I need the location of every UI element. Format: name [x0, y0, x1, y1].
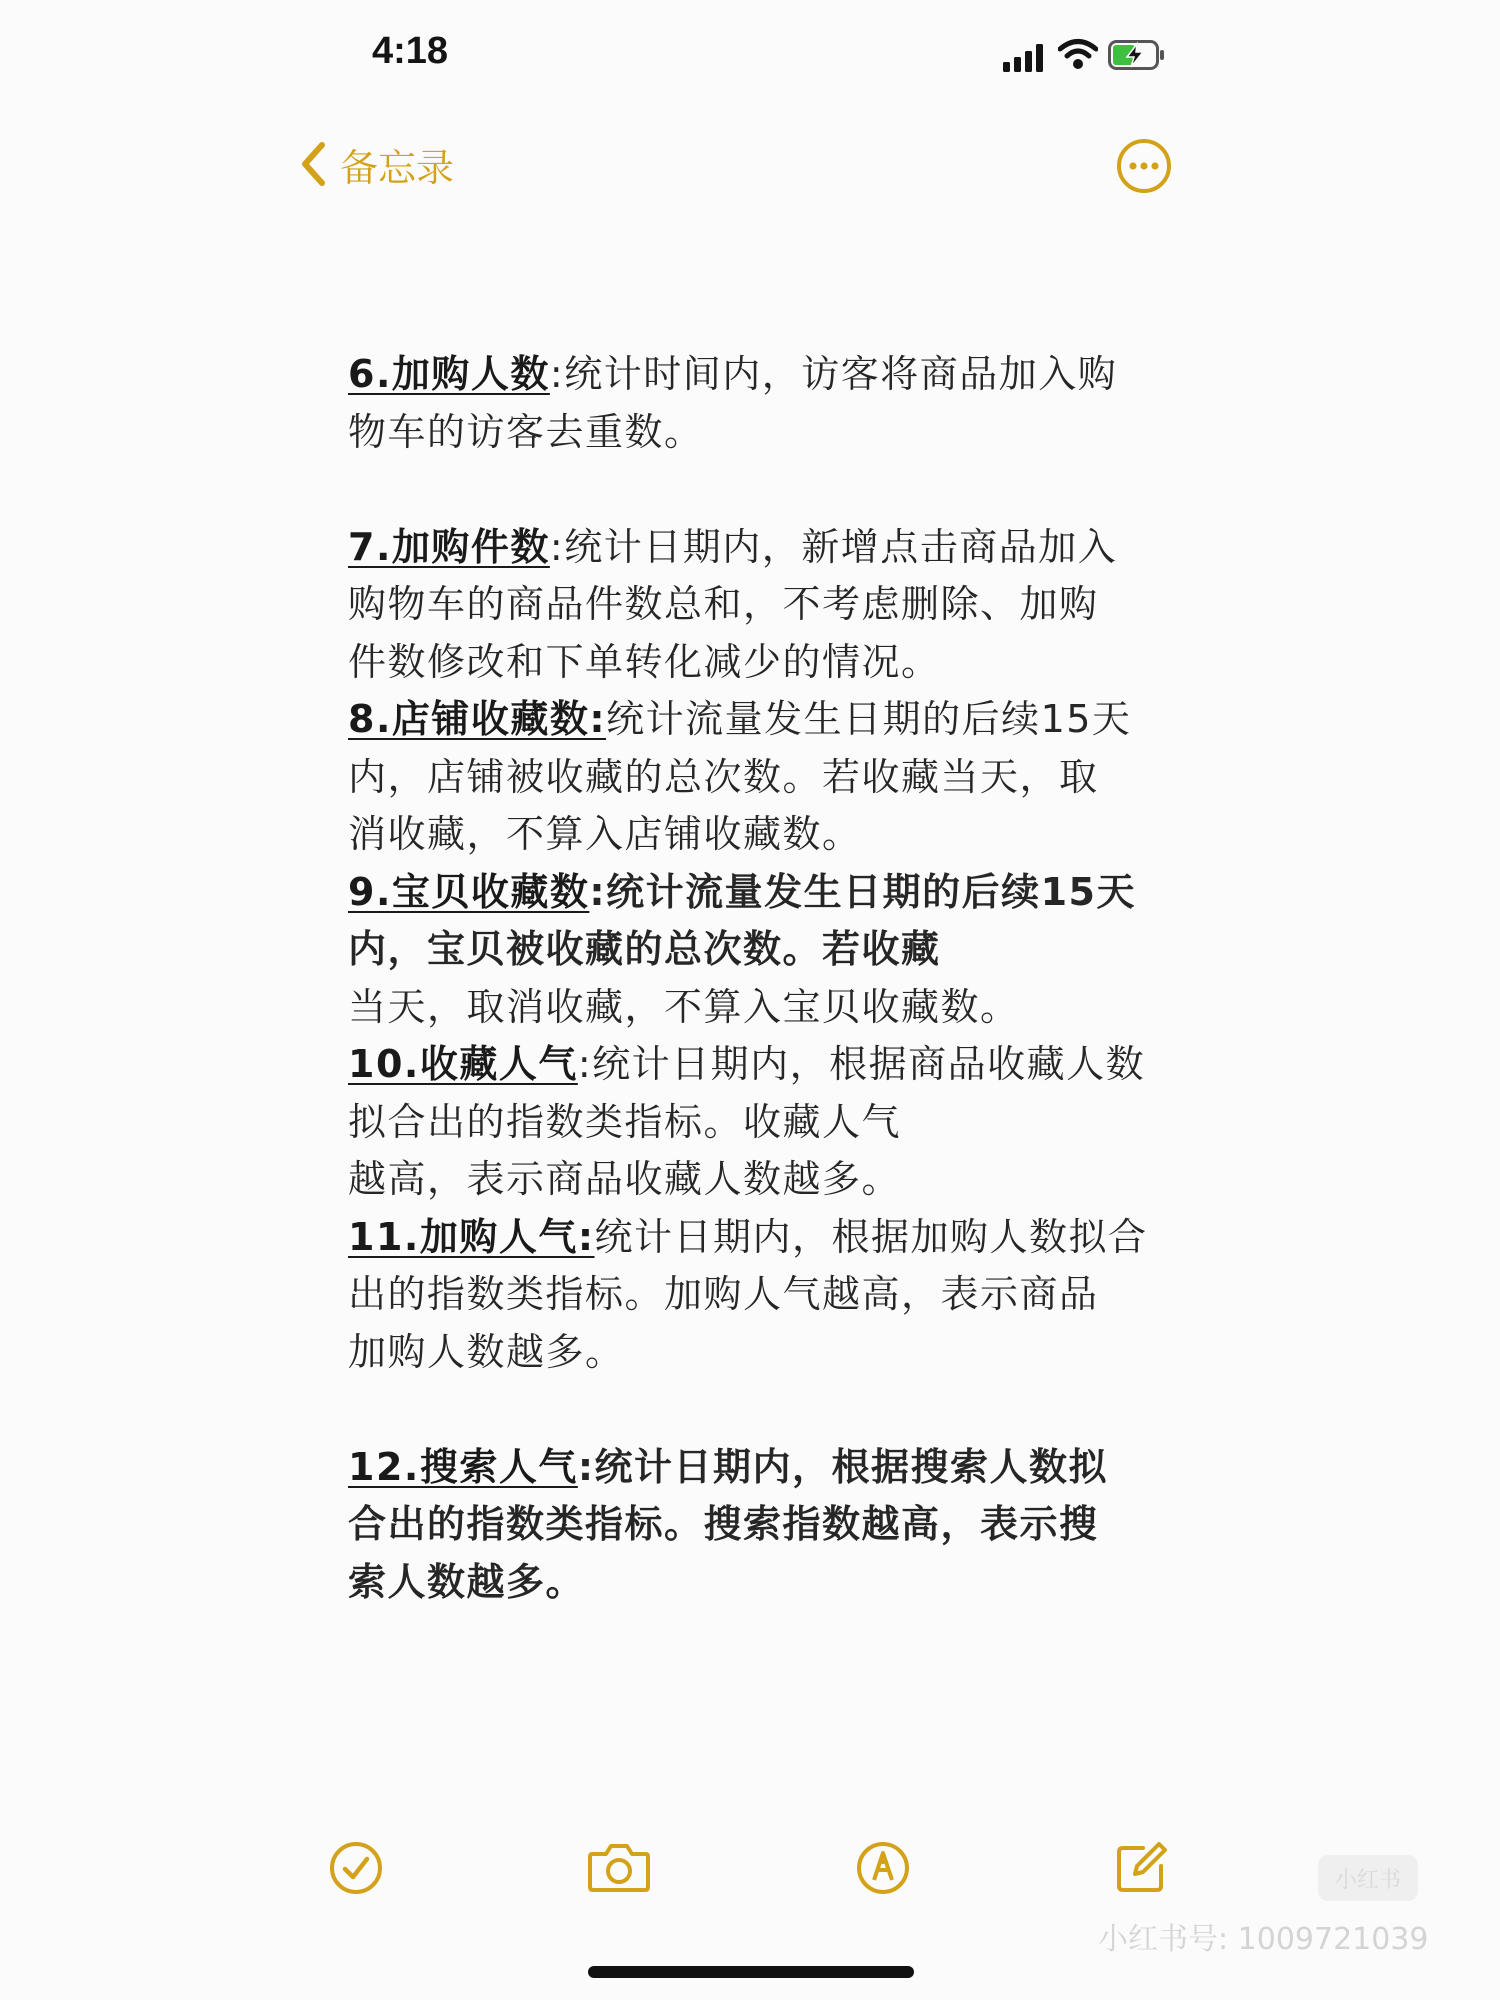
blank-line [348, 461, 1178, 519]
back-button[interactable] [300, 132, 454, 196]
note-line [348, 346, 1178, 404]
blank-line [348, 1381, 1178, 1439]
compose-icon [1113, 1840, 1169, 1896]
cellular-signal-icon [1003, 44, 1047, 72]
ellipsis-circle-icon [1115, 137, 1173, 195]
definition-text: 统计流量发生日期的后续15天 [606, 697, 1132, 741]
definition-text: 物车的访客去重数。 [348, 409, 704, 454]
definition-text: 拟合出的指数类指标。收藏人气 [348, 1099, 902, 1144]
markup-pen-icon [855, 1840, 911, 1896]
definition-text: :统计时间内，访客将商品加入购 [549, 352, 1118, 396]
nav-bar [0, 120, 1500, 210]
note-item-9 [348, 864, 1178, 1037]
status-bar [0, 0, 1500, 110]
note-item-10 [348, 1036, 1178, 1209]
compose-button[interactable] [1113, 1840, 1169, 1896]
note-body[interactable] [348, 346, 1178, 1611]
definition-text: :统计流量发生日期的后续15天 [589, 869, 1136, 914]
definition-text: 越高，表示商品收藏人数越多。 [348, 1157, 902, 1201]
term-label: 10.收藏人气 [348, 1042, 578, 1086]
definition-text: :统计日期内，根据商品收藏人数 [577, 1042, 1146, 1086]
note-item-11 [348, 1209, 1178, 1382]
watermark-text: 小红书号: 1009721039 [1098, 1922, 1429, 1957]
definition-text: 合出的指数类指标。搜索指数越高，表示搜 [348, 1502, 1099, 1546]
home-indicator[interactable] [588, 1966, 914, 1978]
note-item-12 [348, 1439, 1178, 1612]
camera-button[interactable] [586, 1840, 652, 1896]
wifi-icon [1058, 38, 1098, 70]
term-label: 8.店铺收藏数: [348, 697, 607, 741]
note-line [348, 1036, 1178, 1094]
note-item-7 [348, 519, 1178, 692]
note-item-6 [348, 346, 1178, 461]
definition-text: 当天，取消收藏，不算入宝贝收藏数。 [348, 984, 1020, 1029]
battery-charging-icon [1108, 40, 1168, 70]
status-time: 4:18 [372, 30, 449, 72]
note-line [348, 864, 1178, 922]
definition-text: :统计日期内，根据搜索人数拟 [577, 1444, 1109, 1489]
note-line [348, 1439, 1178, 1497]
definition-text: 件数修改和下单转化减少的情况。 [348, 639, 941, 684]
note-line [348, 1209, 1178, 1267]
definition-text: 加购人数越多。 [348, 1329, 625, 1374]
definition-text: :统计日期内，新增点击商品加入 [549, 524, 1118, 569]
camera-icon [586, 1840, 652, 1896]
note-item-8 [348, 691, 1178, 864]
note-line [348, 519, 1178, 577]
chevron-left-icon [300, 141, 326, 187]
term-label: 7.加购件数 [348, 524, 550, 569]
watermark-logo: 小红书 [1318, 1855, 1418, 1901]
note-line [348, 691, 1178, 749]
checklist-icon [328, 1840, 384, 1896]
markup-button[interactable] [855, 1840, 911, 1896]
definition-text: 内，宝贝被收藏的总次数。若收藏 [348, 927, 941, 971]
term-label: 9.宝贝收藏数 [348, 869, 590, 914]
term-label: 12.搜索人气 [348, 1444, 578, 1489]
more-options-button[interactable] [1115, 137, 1173, 195]
term-label: 6.加购人数 [348, 352, 550, 396]
definition-text: 购物车的商品件数总和，不考虑删除、加购 [348, 582, 1099, 626]
checklist-button[interactable] [328, 1840, 384, 1896]
definition-text: 索人数越多。 [348, 1559, 586, 1604]
definition-text: 消收藏，不算入店铺收藏数。 [348, 812, 862, 856]
definition-text: 统计日期内，根据加购人数拟合 [594, 1214, 1148, 1259]
back-label: 备忘录 [340, 145, 455, 190]
definition-text: 内，店铺被收藏的总次数。若收藏当天，取 [348, 754, 1099, 799]
definition-text: 出的指数类指标。加购人气越高，表示商品 [348, 1272, 1099, 1316]
term-label: 11.加购人气: [348, 1214, 595, 1259]
